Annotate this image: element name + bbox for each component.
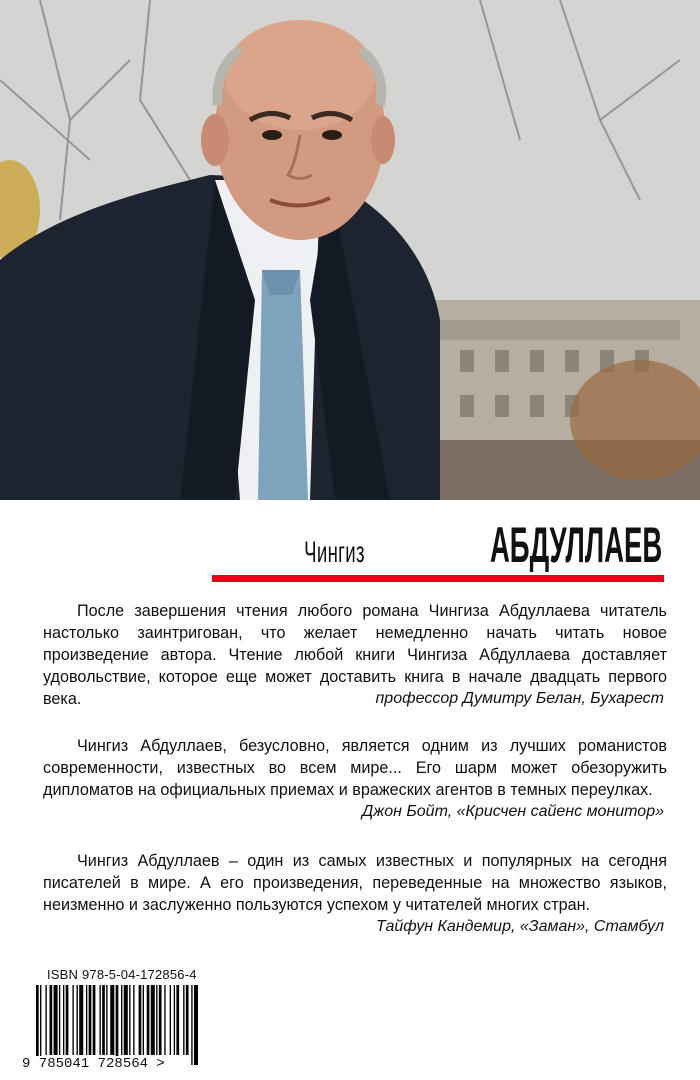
barcode-bar [59, 985, 60, 1055]
barcode-bar [156, 985, 157, 1055]
isbn-label: ISBN 978-5-04-172856-4 [47, 967, 197, 982]
quote-3-text: Чингиз Абдуллаев – один из самых известных и популярных на сегодня писателей в мире. А его произведения, переведенные на множество языков, неизменно и заслуженно пользуются успехом у читателей многих стран. [43, 852, 667, 914]
barcode-bar [159, 985, 162, 1055]
barcode-bar [93, 985, 96, 1055]
barcode-bar [89, 985, 92, 1055]
barcode-bar [143, 985, 144, 1055]
barcode-bar [77, 985, 78, 1055]
author-first-name: Чингиз [304, 536, 365, 569]
barcode-bar [191, 985, 192, 1065]
barcode-bar [194, 985, 198, 1065]
barcode-bar [139, 985, 142, 1055]
barcode-bar [40, 985, 41, 1065]
barcode-bar [45, 985, 46, 1055]
quote-3-attribution: Тайфун Кандемир, «Заман», Стамбул [376, 918, 664, 935]
barcode-bar [99, 985, 100, 1055]
barcode-bar [121, 985, 122, 1055]
barcode-bar [63, 985, 64, 1055]
barcode-bar [102, 985, 105, 1055]
barcode-bar [124, 985, 128, 1055]
barcode-bar [151, 985, 155, 1055]
barcode-digits: 9 785041 728564 > [22, 1056, 165, 1072]
barcode-bar [86, 985, 87, 1055]
barcode-bar [164, 985, 165, 1055]
barcode-bar [50, 985, 53, 1055]
author-last-name: АБДУЛЛАЕВ [489, 517, 662, 573]
quote-1-attribution: профессор Думитру Белан, Бухарест [375, 690, 664, 707]
barcode-bar [186, 985, 189, 1055]
accent-divider [212, 575, 664, 582]
barcode-bar [54, 985, 58, 1055]
barcode-bar [174, 985, 175, 1055]
barcode-bar [129, 985, 130, 1055]
barcode-bar [79, 985, 83, 1055]
barcode-bar [36, 985, 39, 1065]
barcode-bar [110, 985, 114, 1055]
barcode-bar [116, 985, 119, 1065]
barcode-bar [66, 985, 69, 1055]
barcode-bar [133, 985, 134, 1055]
barcode-bar [147, 985, 150, 1055]
author-name [267, 510, 662, 573]
quote-2-attribution: Джон Бойт, «Крисчен сайенс монитор» [361, 803, 664, 820]
quote-1-text: После завершения чтения любого романа Чингиза Абдуллаева читатель настолько заинтригован, что желает немедленно начать читать новое произведение автора. Чтение любой книги Чингиза Абдуллаева доставляет удовольствие, которое еще может доставить книга в начале двадцать первого века. [43, 602, 667, 708]
barcode-bar [176, 985, 179, 1055]
barcode-bar [72, 985, 73, 1055]
barcode-bar [106, 985, 107, 1055]
barcode-bar [170, 985, 171, 1055]
quote-2-text: Чингиз Абдуллаев, безусловно, является одним из лучших романистов современности, известных во всем мире... Его шарм может обезоружить дипломатов на официальных приемах и вражеских агентов в темных переулках. [43, 737, 667, 799]
barcode-bar [183, 985, 184, 1055]
author-photo [0, 0, 700, 500]
